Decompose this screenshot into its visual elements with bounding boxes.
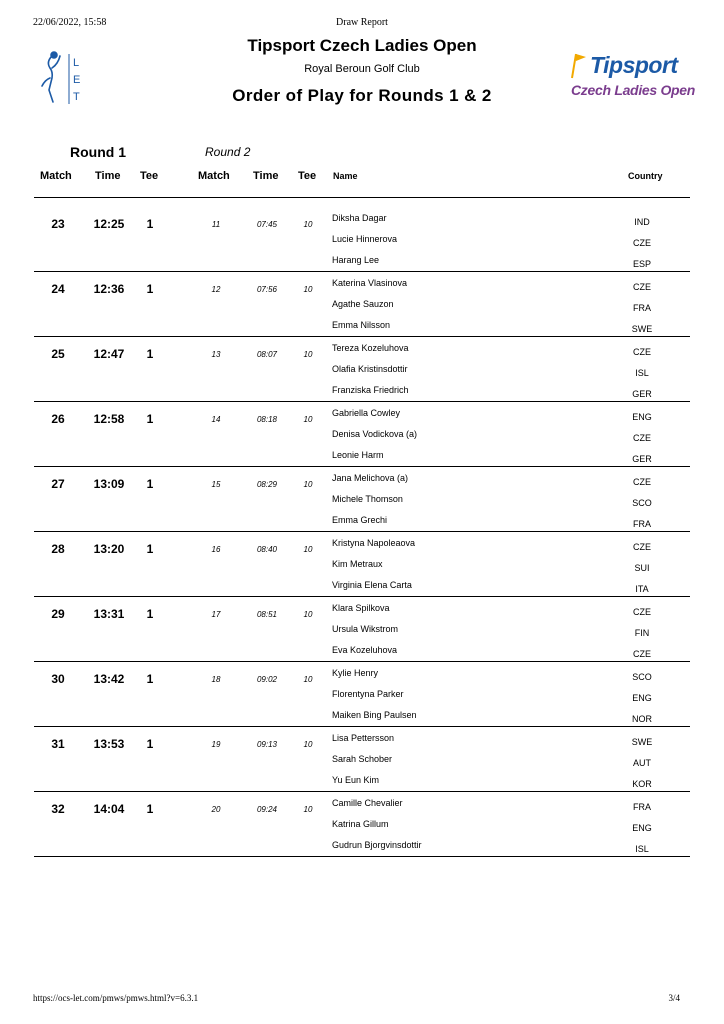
player-name: Lucie Hinnerova: [332, 234, 398, 244]
round1-tee: 1: [146, 607, 154, 621]
round2-tee: 10: [303, 480, 313, 489]
player-name: Gudrun Bjorgvinsdottir: [332, 840, 422, 850]
pairing-row: [34, 401, 690, 467]
round1-time: 13:53: [93, 737, 125, 751]
player-name: Michele Thomson: [332, 494, 403, 504]
player-name: Lisa Pettersson: [332, 733, 395, 743]
player-row: [332, 213, 672, 234]
player-country: CZE: [633, 542, 651, 552]
player-name: Klara Spilkova: [332, 603, 390, 613]
player-country: CZE: [633, 649, 651, 659]
player-country: FRA: [633, 303, 651, 313]
player-row: [332, 733, 672, 754]
print-page-number: 3/4: [668, 993, 680, 1003]
print-datetime: 22/06/2022, 15:58: [33, 17, 107, 28]
round2-match: 17: [211, 610, 221, 619]
player-row: [332, 234, 672, 255]
round1-time: 13:09: [93, 477, 125, 491]
round2-match: 14: [211, 415, 221, 424]
player-row: [332, 559, 672, 580]
header-country: Country: [628, 171, 663, 181]
player-country: NOR: [632, 714, 652, 724]
pairing-row: [34, 791, 690, 857]
player-country: ISL: [635, 368, 649, 378]
player-name: Virginia Elena Carta: [332, 580, 412, 590]
player-name: Jana Melichova (a): [332, 473, 409, 483]
player-country: CZE: [633, 282, 651, 292]
round1-match: 30: [51, 672, 65, 686]
round2-time: 08:07: [256, 350, 278, 359]
player-row: [332, 603, 672, 624]
round1-time: 13:20: [93, 542, 125, 556]
player-country: SWE: [631, 737, 653, 747]
pairing-row: [34, 726, 690, 792]
player-country: GER: [632, 389, 652, 399]
round1-match: 28: [51, 542, 65, 556]
round2-time: 07:56: [256, 285, 278, 294]
player-name: Diksha Dagar: [332, 213, 387, 223]
player-row: [332, 668, 672, 689]
player-row: [332, 840, 672, 861]
report-title: Order of Play for Rounds 1 & 2: [232, 86, 492, 105]
header-divider: [34, 197, 690, 198]
round2-match: 12: [211, 285, 221, 294]
round2-tee: 10: [303, 805, 313, 814]
svg-text:L: L: [73, 57, 80, 69]
round2-time: 08:51: [256, 610, 278, 619]
player-country: SUI: [634, 563, 650, 573]
player-name: Kristyna Napoleaova: [332, 538, 416, 548]
round1-tee: 1: [146, 217, 154, 231]
round1-match: 32: [51, 802, 65, 816]
round1-time: 12:36: [93, 282, 125, 296]
round2-time: 08:40: [256, 545, 278, 554]
round2-time: 09:13: [256, 740, 278, 749]
tipsport-logo-subtitle: Czech Ladies Open: [571, 82, 696, 98]
player-country: GER: [632, 454, 652, 464]
header-match-r2: Match: [198, 170, 230, 182]
player-name: Camille Chevalier: [332, 798, 403, 808]
player-country: CZE: [633, 607, 651, 617]
round2-time: 07:45: [256, 220, 278, 229]
print-url: https://ocs-let.com/pmws/pmws.html?v=6.3.1: [33, 993, 199, 1003]
club-name: Royal Beroun Golf Club: [304, 63, 420, 75]
player-country: AUT: [633, 758, 651, 768]
player-row: [332, 798, 672, 819]
player-country: CZE: [633, 477, 651, 487]
pairing-row: [34, 336, 690, 402]
player-country: SCO: [632, 672, 652, 682]
round1-tee: 1: [146, 737, 154, 751]
pairing-row: [34, 466, 690, 532]
player-row: [332, 278, 672, 299]
player-country: KOR: [632, 779, 652, 789]
player-country: ENG: [632, 823, 652, 833]
player-row: [332, 754, 672, 775]
tournament-title: Tipsport Czech Ladies Open: [247, 36, 477, 55]
pairing-row: [34, 596, 690, 662]
pairing-row: [34, 206, 690, 272]
player-name: Franziska Friedrich: [332, 385, 409, 395]
player-country: SWE: [631, 324, 653, 334]
round1-match: 26: [51, 412, 65, 426]
player-name: Ursula Wikstrom: [332, 624, 399, 634]
round2-tee: 10: [303, 675, 313, 684]
player-row: [332, 538, 672, 559]
header-time-r1: Time: [95, 170, 121, 182]
header-time-r2: Time: [253, 170, 279, 182]
player-country: FRA: [633, 519, 651, 529]
round2-tee: 10: [303, 285, 313, 294]
round1-tee: 1: [146, 282, 154, 296]
player-row: [332, 429, 672, 450]
round2-tee: 10: [303, 740, 313, 749]
player-row: [332, 819, 672, 840]
player-row: [332, 473, 672, 494]
round1-tee: 1: [146, 672, 154, 686]
round2-time: 08:29: [256, 480, 278, 489]
player-row: [332, 408, 672, 429]
player-name: Yu Eun Kim: [332, 775, 380, 785]
round1-match: 25: [51, 347, 65, 361]
round2-match: 11: [211, 220, 221, 229]
round2-tee: 10: [303, 545, 313, 554]
round1-tee: 1: [146, 347, 154, 361]
tipsport-logo-word: Tipsport: [590, 52, 678, 78]
round2-tee: 10: [303, 415, 313, 424]
player-country: ISL: [635, 844, 649, 854]
round2-tee: 10: [303, 350, 313, 359]
round1-time: 12:25: [93, 217, 125, 231]
round1-time: 12:58: [93, 412, 125, 426]
round1-match: 23: [51, 217, 65, 231]
player-row: [332, 343, 672, 364]
player-name: Florentyna Parker: [332, 689, 404, 699]
player-country: ENG: [632, 412, 652, 422]
player-name: Harang Lee: [332, 255, 380, 265]
round2-match: 15: [211, 480, 221, 489]
player-name: Olafia Kristinsdottir: [332, 364, 408, 374]
player-country: IND: [634, 217, 650, 227]
player-row: [332, 624, 672, 645]
header-match-r1: Match: [40, 170, 72, 182]
round1-time: 12:47: [93, 347, 125, 361]
header-tee-r2: Tee: [298, 170, 317, 182]
round1-label: Round 1: [70, 144, 126, 160]
round1-match: 27: [51, 477, 65, 491]
round1-time: 13:42: [93, 672, 125, 686]
round1-tee: 1: [146, 412, 154, 426]
pairing-row: [34, 531, 690, 597]
player-name: Sarah Schober: [332, 754, 393, 764]
player-name: Katerina Vlasinova: [332, 278, 408, 288]
player-country: FRA: [633, 802, 651, 812]
round1-match: 24: [51, 282, 65, 296]
pairing-row: [34, 271, 690, 337]
round2-tee: 10: [303, 220, 313, 229]
player-row: [332, 689, 672, 710]
player-row: [332, 364, 672, 385]
player-country: SCO: [632, 498, 652, 508]
round2-match: 18: [211, 675, 221, 684]
player-name: Leonie Harm: [332, 450, 384, 460]
round2-time: 08:18: [256, 415, 278, 424]
player-name: Katrina Gillum: [332, 819, 389, 829]
player-name: Agathe Sauzon: [332, 299, 394, 309]
round1-tee: 1: [146, 542, 154, 556]
player-name: Denisa Vodickova (a): [332, 429, 418, 439]
round2-match: 16: [211, 545, 221, 554]
player-country: CZE: [633, 433, 651, 443]
round1-time: 13:31: [93, 607, 125, 621]
player-country: ESP: [632, 259, 651, 269]
round2-match: 20: [211, 805, 221, 814]
round2-match: 19: [211, 740, 221, 749]
player-row: [332, 494, 672, 515]
svg-text:E: E: [73, 74, 81, 86]
player-country: ITA: [635, 584, 649, 594]
svg-text:T: T: [73, 91, 80, 103]
player-name: Emma Grechi: [332, 515, 388, 525]
player-name: Kylie Henry: [332, 668, 379, 678]
round2-time: 09:24: [256, 805, 278, 814]
header-tee-r1: Tee: [140, 170, 159, 182]
round1-time: 14:04: [93, 802, 125, 816]
round1-match: 29: [51, 607, 65, 621]
pairing-row: [34, 661, 690, 727]
round2-time: 09:02: [256, 675, 278, 684]
player-row: [332, 299, 672, 320]
round1-tee: 1: [146, 802, 154, 816]
player-country: FIN: [634, 628, 650, 638]
player-name: Kim Metraux: [332, 559, 383, 569]
round2-match: 13: [211, 350, 221, 359]
round2-tee: 10: [303, 610, 313, 619]
player-name: Maiken Bing Paulsen: [332, 710, 417, 720]
player-name: Emma Nilsson: [332, 320, 391, 330]
print-title: Draw Report: [336, 17, 388, 28]
round2-label: Round 2: [205, 145, 251, 159]
player-name: Eva Kozeluhova: [332, 645, 398, 655]
player-country: CZE: [633, 347, 651, 357]
round1-match: 31: [51, 737, 65, 751]
player-country: ENG: [632, 693, 652, 703]
player-name: Gabriella Cowley: [332, 408, 401, 418]
header-name: Name: [333, 171, 358, 181]
player-name: Tereza Kozeluhova: [332, 343, 409, 353]
player-country: CZE: [633, 238, 651, 248]
round1-tee: 1: [146, 477, 154, 491]
